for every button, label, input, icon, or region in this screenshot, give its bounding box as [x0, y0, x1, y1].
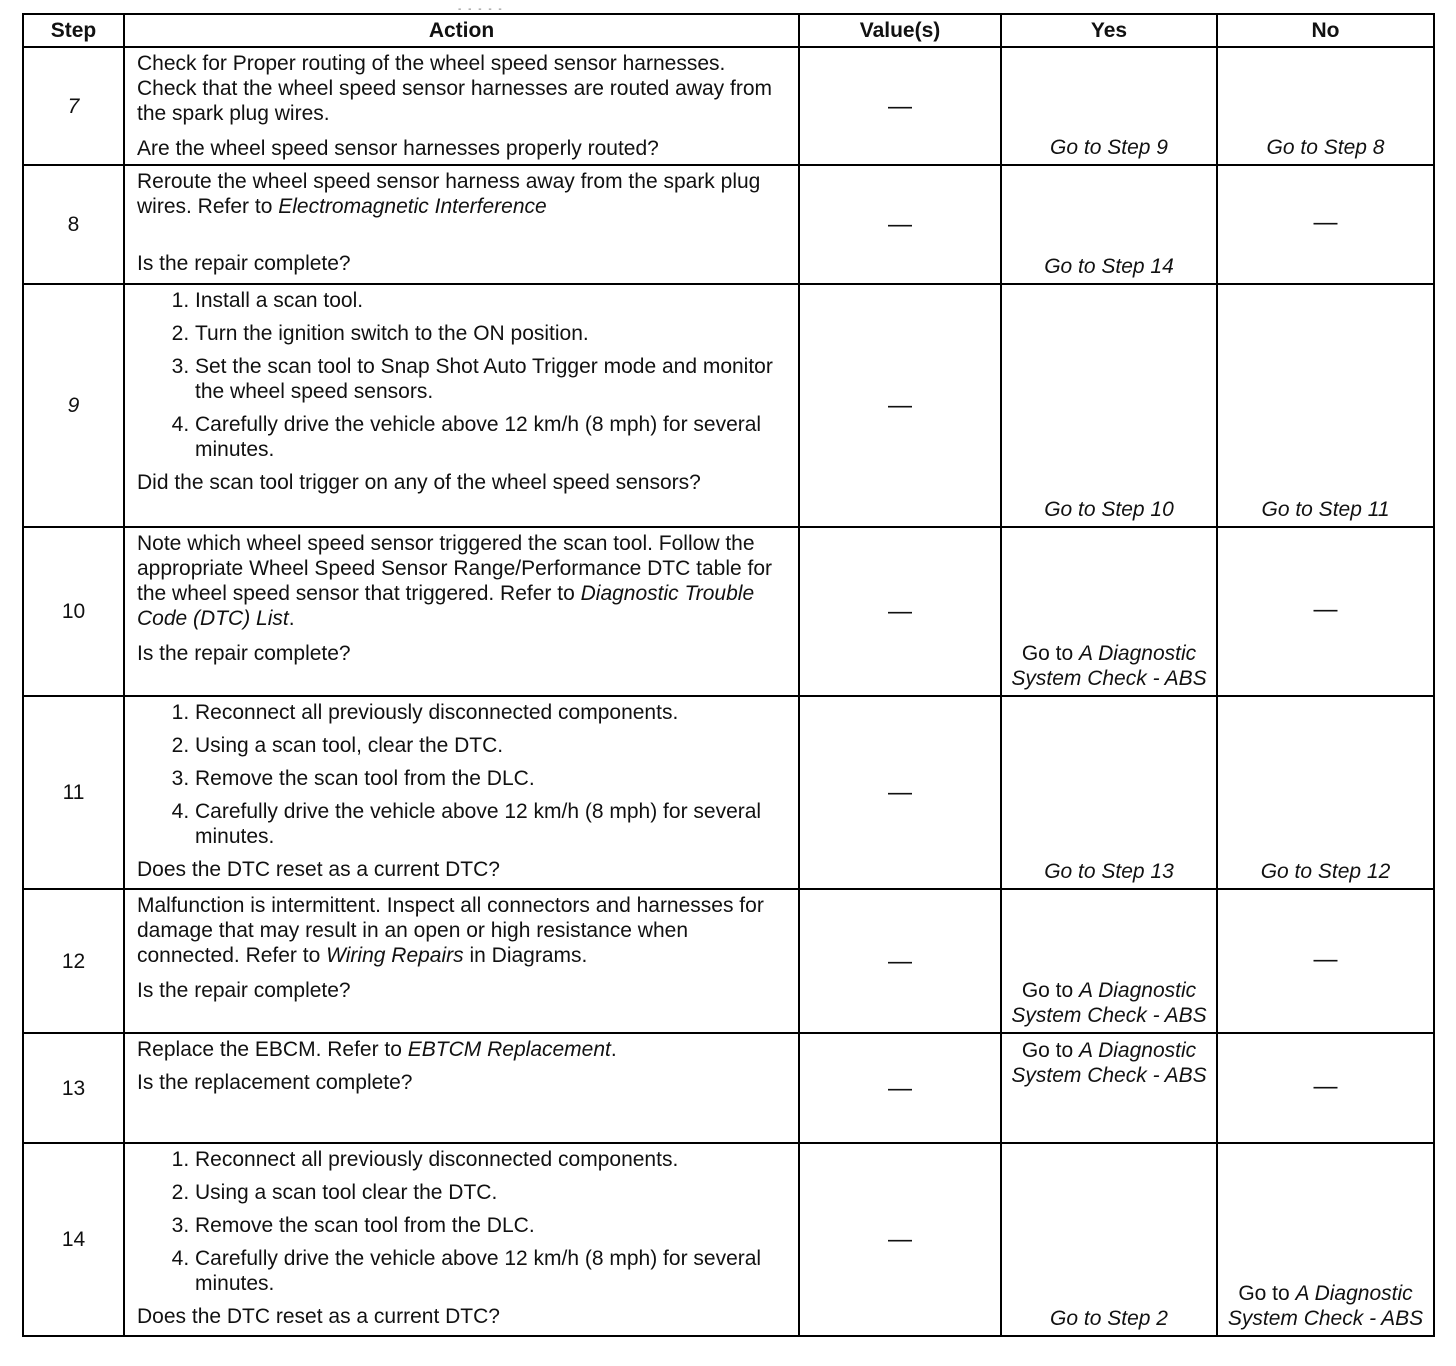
- list-item: 1. Reconnect all previously disconnected components.: [195, 700, 790, 725]
- action-question: Does the DTC reset as a current DTC?: [137, 858, 500, 881]
- step-number: 7: [23, 47, 124, 165]
- step-number: 13: [23, 1033, 124, 1143]
- step-number: 8: [23, 165, 124, 284]
- action-question: Is the replacement complete?: [137, 1071, 413, 1094]
- procedure-list: [137, 288, 790, 462]
- table-row-step-12: [23, 889, 1434, 1033]
- step-number: 10: [23, 527, 124, 696]
- list-item: 3. Set the scan tool to Snap Shot Auto Trigger mode and monitor the wheel speed sensors.: [195, 354, 790, 404]
- action-reference[interactable]: Electromagnetic Interference: [278, 195, 547, 218]
- list-item: 4. Carefully drive the vehicle above 12 km/h (8 mph) for several minutes.: [195, 412, 790, 462]
- action-cell: [124, 1033, 799, 1143]
- list-item: 1. Install a scan tool.: [195, 288, 790, 313]
- value-cell: —: [799, 1143, 1001, 1336]
- list-item: 2. Using a scan tool, clear the DTC.: [195, 733, 790, 758]
- list-item: 2. Turn the ignition switch to the ON position.: [195, 321, 790, 346]
- step-number: 12: [23, 889, 124, 1033]
- no-cell: —: [1217, 165, 1434, 284]
- action-cell: [124, 1143, 799, 1336]
- action-cell: [124, 527, 799, 696]
- action-text: Check for Proper routing of the wheel speed sensor harnesses. Check that the wheel speed sensor harnesses are routed away from the spark plug wires.: [137, 52, 773, 125]
- list-item: 2. Using a scan tool clear the DTC.: [195, 1180, 790, 1205]
- table-header-row: [23, 14, 1434, 47]
- value-cell: —: [799, 889, 1001, 1033]
- yes-link[interactable]: Go to Step 13: [1001, 696, 1217, 889]
- diagnostic-table-page: [22, 13, 1433, 1337]
- action-cell: [124, 696, 799, 889]
- list-item: 4. Carefully drive the vehicle above 12 km/h (8 mph) for several minutes.: [195, 1246, 790, 1296]
- no-link[interactable]: Go to Step 12: [1217, 696, 1434, 889]
- action-question: Does the DTC reset as a current DTC?: [137, 1305, 500, 1328]
- action-question: Is the repair complete?: [137, 252, 351, 275]
- yes-link[interactable]: Go to A Diagnostic System Check - ABS: [1001, 527, 1217, 696]
- no-cell: —: [1217, 1033, 1434, 1143]
- table-row-step-13: [23, 1033, 1434, 1143]
- yes-link[interactable]: Go to Step 2: [1001, 1143, 1217, 1336]
- action-question: Are the wheel speed sensor harnesses properly routed?: [137, 137, 659, 160]
- action-cell: [124, 284, 799, 527]
- action-reference[interactable]: Diagnostic Trouble Code (DTC) List: [137, 582, 755, 630]
- step-number: 9: [23, 284, 124, 527]
- table-row-step-10: [23, 527, 1434, 696]
- no-cell: —: [1217, 889, 1434, 1033]
- value-cell: —: [799, 527, 1001, 696]
- table-row-step-14: [23, 1143, 1434, 1336]
- step-number: 14: [23, 1143, 124, 1336]
- header-step: Step: [23, 14, 124, 47]
- list-item: 1. Reconnect all previously disconnected components.: [195, 1147, 790, 1172]
- value-cell: —: [799, 47, 1001, 165]
- table-row-step-8: [23, 165, 1434, 284]
- table-row-step-9: [23, 284, 1434, 527]
- no-link[interactable]: Go to Step 8: [1217, 47, 1434, 165]
- table-row-step-7: [23, 47, 1434, 165]
- header-yes: Yes: [1001, 14, 1217, 47]
- step-number: 11: [23, 696, 124, 889]
- scan-artifact: - - - - -: [458, 4, 504, 15]
- action-cell: [124, 889, 799, 1033]
- table-row-step-11: [23, 696, 1434, 889]
- diagnostic-table: [22, 13, 1435, 1337]
- no-link[interactable]: Go to Step 11: [1217, 284, 1434, 527]
- list-item: 4. Carefully drive the vehicle above 12 km/h (8 mph) for several minutes.: [195, 799, 790, 849]
- no-link[interactable]: Go to A Diagnostic System Check - ABS: [1217, 1143, 1434, 1336]
- no-cell: —: [1217, 527, 1434, 696]
- action-reference[interactable]: Wiring Repairs: [326, 944, 464, 967]
- action-text: Replace the EBCM. Refer to EBTCM Replacement.: [137, 1038, 617, 1061]
- value-cell: —: [799, 696, 1001, 889]
- yes-link[interactable]: Go to A Diagnostic System Check - ABS: [1001, 889, 1217, 1033]
- action-text: Note which wheel speed sensor triggered the scan tool. Follow the appropriate Wheel Speed Sensor Range/Performance DTC table for the wheel speed sensor that triggered. Refer to Diagnostic Trouble Code (DTC) List.: [137, 532, 773, 630]
- action-text: Reroute the wheel speed sensor harness away from the spark plug wires. Refer to Electromagnetic Interference: [137, 170, 761, 218]
- header-no: No: [1217, 14, 1434, 47]
- list-item: 3. Remove the scan tool from the DLC.: [195, 1213, 790, 1238]
- list-item: 3. Remove the scan tool from the DLC.: [195, 766, 790, 791]
- action-question: Is the repair complete?: [137, 642, 351, 665]
- action-question: Did the scan tool trigger on any of the wheel speed sensors?: [137, 471, 701, 494]
- value-cell: —: [799, 1033, 1001, 1143]
- action-reference[interactable]: EBTCM Replacement: [407, 1038, 611, 1061]
- value-cell: —: [799, 284, 1001, 527]
- header-action: Action: [124, 14, 799, 47]
- action-question: Is the repair complete?: [137, 979, 351, 1002]
- yes-link[interactable]: Go to Step 10: [1001, 284, 1217, 527]
- yes-link[interactable]: Go to Step 14: [1001, 165, 1217, 284]
- value-cell: —: [799, 165, 1001, 284]
- action-text: Malfunction is intermittent. Inspect all connectors and harnesses for damage that may result in an open or high resistance when connected. Refer to Wiring Repairs in Diagrams.: [137, 894, 764, 967]
- procedure-list: [137, 1147, 790, 1296]
- procedure-list: [137, 700, 790, 849]
- yes-link[interactable]: Go to Step 9: [1001, 47, 1217, 165]
- header-values: Value(s): [799, 14, 1001, 47]
- action-cell: [124, 47, 799, 165]
- yes-link[interactable]: Go to A Diagnostic System Check - ABS: [1001, 1033, 1217, 1143]
- action-cell: [124, 165, 799, 284]
